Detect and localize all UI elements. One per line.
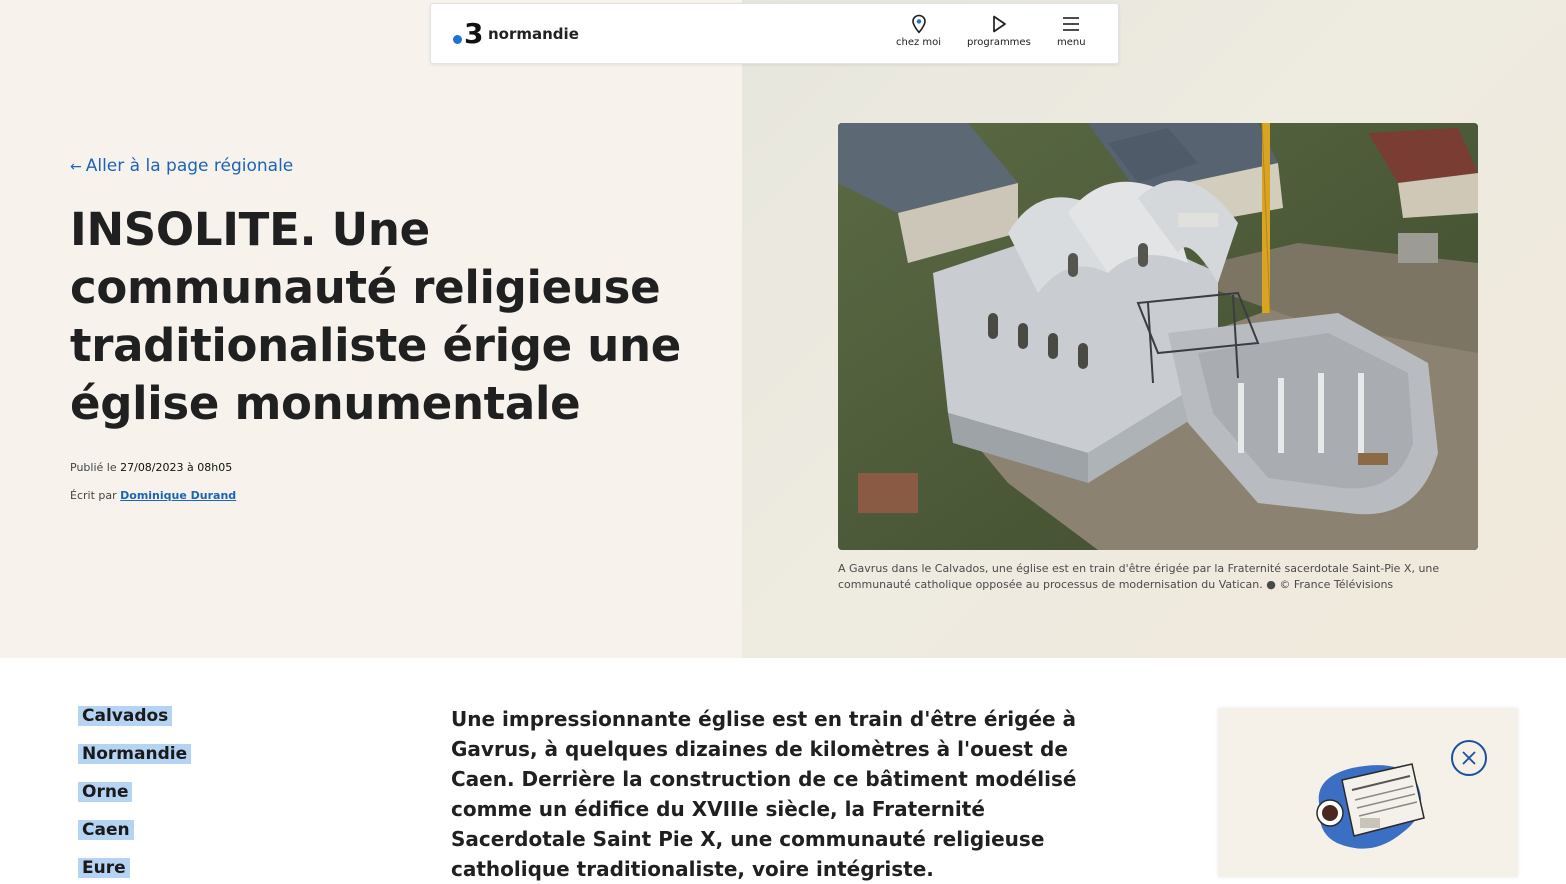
close-promo-button[interactable] [1451,740,1487,776]
back-to-regional-page-link[interactable] [70,156,293,176]
church-construction-photo [838,123,1478,550]
play-icon [990,14,1008,34]
newspaper-coffee-illustration-icon [1302,758,1432,854]
newsletter-promo-card[interactable] [1218,708,1518,877]
article-lead-paragraph: Une impressionnante église est en train d'être érigée à Gavrus, à quelques dizaines de kilomètres à l'ouest de Caen. Derrière la construction de ce bâtiment modélisé comme un édifice du XVIIIe siècle, la Fraternité Sacerdotale Saint Pie X, une communauté religieuse catholique traditionaliste, voire intégriste. [451,707,1077,881]
tag-calvados[interactable]: Calvados [78,706,172,726]
article-title: INSOLITE. Une communauté religieuse traditionaliste érige une église monumentale [70,203,681,430]
published-date [70,461,232,474]
nav-label-menu: menu [1057,37,1086,48]
published-date-value: 27/08/2023 à 08h05 [120,461,233,474]
nav-programmes[interactable] [967,14,1031,48]
back-link-label: Aller à la page régionale [85,156,294,176]
nav-chez-moi[interactable] [896,14,941,48]
logo-text: normandie [488,25,579,43]
logo-dot [453,35,462,44]
tag-caen[interactable]: Caen [78,820,134,840]
author-prefix: Écrit par [70,489,117,502]
arrow-left-icon: ← [70,159,82,175]
top-navigation-bar [430,3,1119,64]
hamburger-menu-icon [1062,14,1080,34]
published-prefix: Publié le [70,461,117,474]
nav-menu[interactable] [1057,14,1086,48]
logo-number: 3 [464,17,484,50]
close-icon [1462,751,1476,765]
tag-normandie[interactable]: Normandie [78,744,191,764]
nav-label-programmes: programmes [967,37,1031,48]
author-link[interactable]: Dominique Durand [120,489,237,502]
article-image[interactable] [838,123,1478,550]
author-line [70,489,236,502]
tag-eure[interactable]: Eure [78,858,130,878]
location-pin-icon [911,14,927,34]
tag-orne[interactable]: Orne [78,782,132,802]
image-caption: A Gavrus dans le Calvados, une église est en train d'être érigée par la Fraternité sacerdotale Saint-Pie X, une communauté catholique opposée au processus de modernisation du Vatican. ● © France Télévisions [838,562,1440,591]
nav-label-chez-moi: chez moi [896,37,942,48]
